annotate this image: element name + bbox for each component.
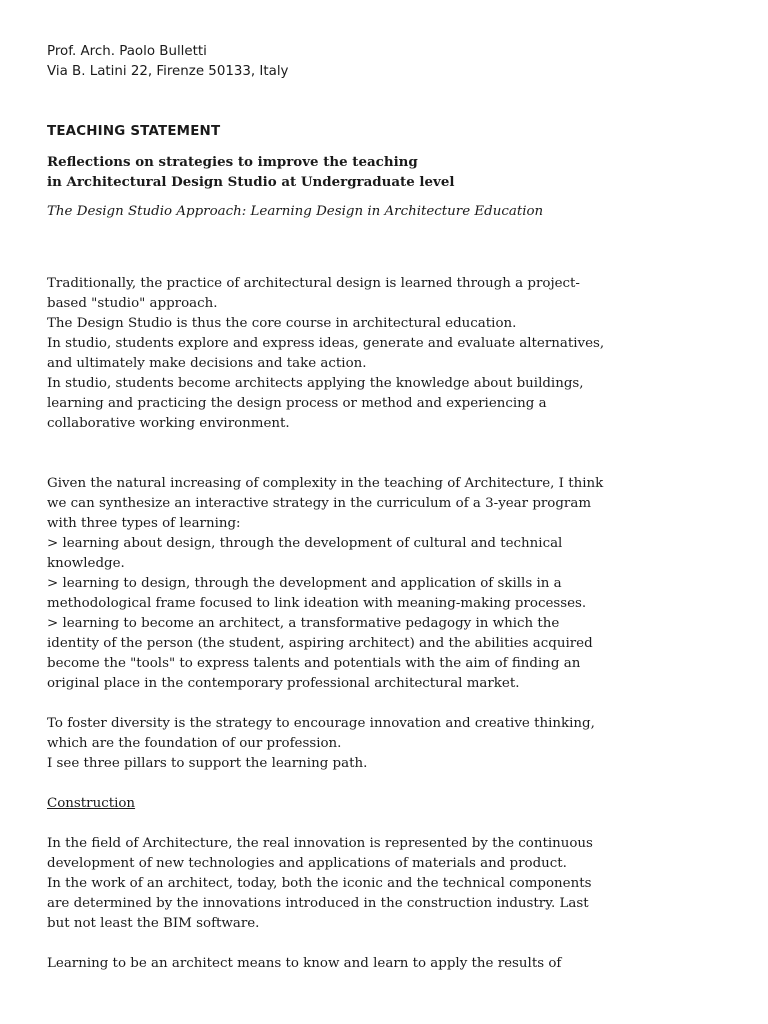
text-line: In the work of an architect, today, both the iconic and the technical components	[47, 876, 592, 891]
text-line: In studio, students become architects applying the knowledge about buildings,	[47, 376, 584, 391]
text-line: The Design Studio is thus the core course in architectural education.	[47, 316, 517, 331]
text-line: Traditionally, the practice of architectural design is learned through a project-	[47, 276, 580, 291]
document-page	[47, 42, 727, 974]
author-address: Via B. Latini 22, Firenze 50133, Italy	[47, 64, 289, 79]
text-line: we can synthesize an interactive strategy in the curriculum of a 3-year program	[47, 496, 592, 511]
document-italic-subtitle: The Design Studio Approach: Learning Design in Architecture Education	[47, 204, 544, 219]
text-line: original place in the contemporary professional architectural market.	[47, 676, 520, 691]
subtitle-line: Reflections on strategies to improve the teaching	[47, 154, 418, 170]
document-subtitle	[47, 152, 727, 192]
text-line: > learning to become an architect, a transformative pedagogy in which the	[47, 616, 560, 631]
text-line: I see three pillars to support the learning path.	[47, 756, 368, 771]
paragraph-learning-architect	[47, 954, 727, 974]
author-name: Prof. Arch. Paolo Bulletti	[47, 44, 207, 59]
document-title: TEACHING STATEMENT	[47, 124, 221, 139]
text-line: based "studio" approach.	[47, 296, 218, 311]
section-heading-construction: Construction	[47, 796, 136, 811]
text-line: Learning to be an architect means to know and learn to apply the results of	[47, 956, 562, 971]
text-line: learning and practicing the design process or method and experiencing a	[47, 396, 547, 411]
text-line: methodological frame focused to link ideation with meaning-making processes.	[47, 596, 587, 611]
subtitle-line: in Architectural Design Studio at Undergraduate level	[47, 174, 455, 190]
text-line: > learning to design, through the development and application of skills in a	[47, 576, 562, 591]
text-line: knowledge.	[47, 556, 125, 571]
text-line: In studio, students explore and express ideas, generate and evaluate alternatives,	[47, 336, 605, 351]
text-line: In the field of Architecture, the real innovation is represented by the continuous	[47, 836, 593, 851]
text-line: with three types of learning:	[47, 516, 241, 531]
text-line: Given the natural increasing of complexity in the teaching of Architecture, I think	[47, 476, 604, 491]
text-line: identity of the person (the student, aspiring architect) and the abilities acquired	[47, 636, 593, 651]
text-line: development of new technologies and applications of materials and product.	[47, 856, 567, 871]
text-line: > learning about design, through the development of cultural and technical	[47, 536, 563, 551]
paragraph-construction	[47, 834, 727, 934]
author-block	[47, 42, 727, 82]
text-line: become the "tools" to express talents and potentials with the aim of finding an	[47, 656, 581, 671]
paragraph-studio-approach	[47, 274, 727, 434]
paragraph-learning-types	[47, 474, 727, 694]
text-line: To foster diversity is the strategy to encourage innovation and creative thinking,	[47, 716, 595, 731]
text-line: which are the foundation of our profession.	[47, 736, 342, 751]
text-line: and ultimately make decisions and take action.	[47, 356, 367, 371]
text-line: are determined by the innovations introduced in the construction industry. Last	[47, 896, 589, 911]
paragraph-diversity	[47, 714, 727, 774]
text-line: but not least the BIM software.	[47, 916, 260, 931]
text-line: collaborative working environment.	[47, 416, 290, 431]
